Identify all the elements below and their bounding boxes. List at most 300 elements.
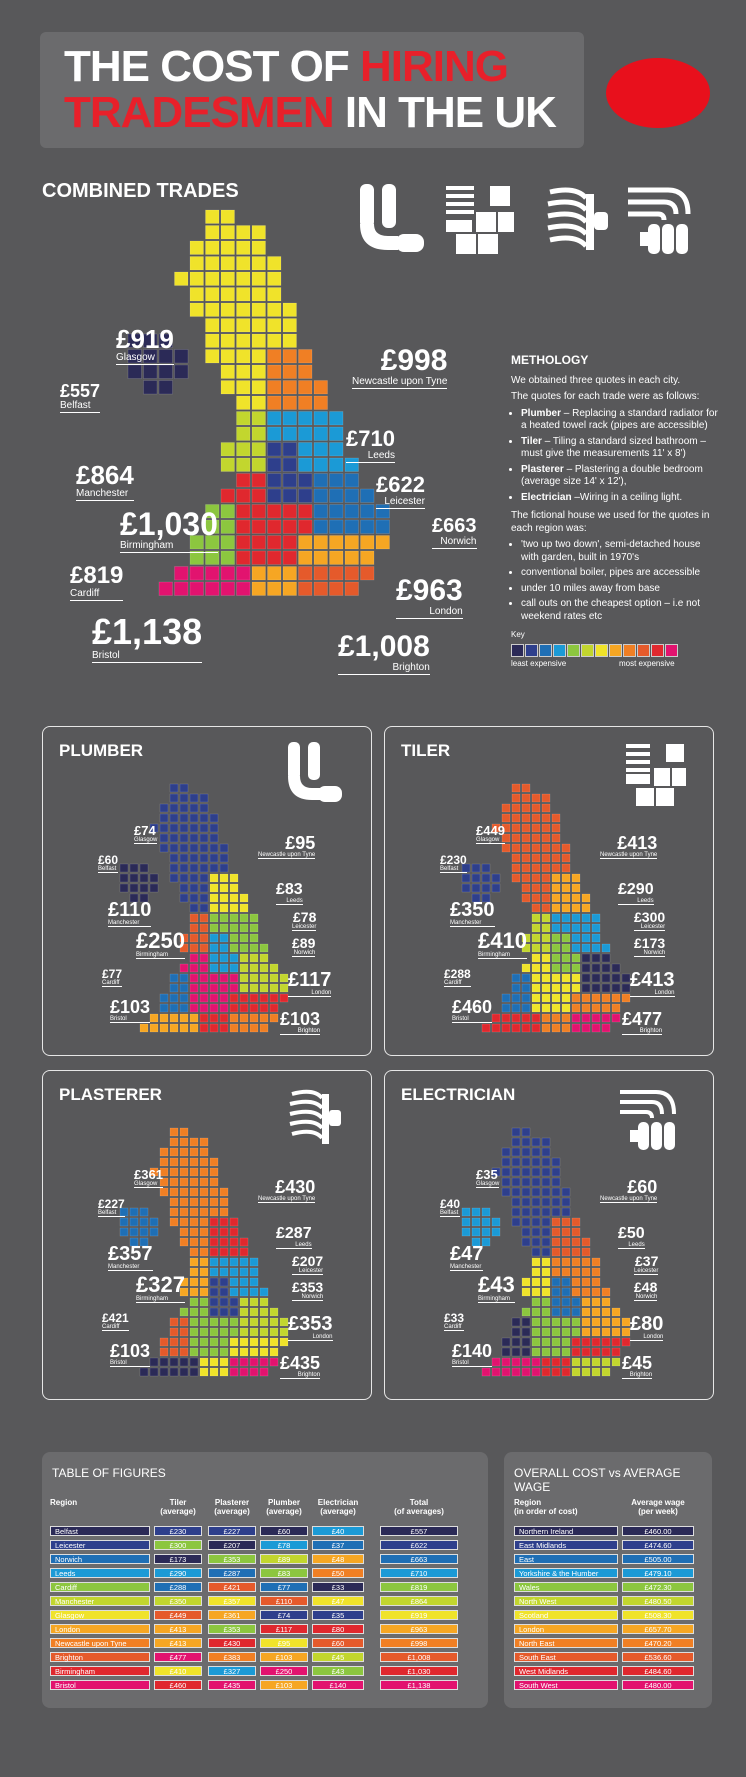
city-name: Cardiff (70, 588, 123, 601)
map-square (512, 804, 520, 812)
price: £410 (478, 928, 527, 953)
table-cell: £230 (154, 1526, 202, 1536)
table-cell: £35 (312, 1610, 364, 1620)
map-square (582, 964, 590, 972)
city-name: Cardiff (444, 1324, 464, 1331)
panel-label-bristol (452, 1342, 492, 1367)
map-square (170, 864, 178, 872)
map-square (230, 1268, 238, 1276)
map-square (120, 1228, 128, 1236)
map-square (522, 884, 530, 892)
map-square (200, 814, 208, 822)
map-square (250, 1278, 258, 1286)
map-square (562, 964, 570, 972)
map-square (180, 1228, 188, 1236)
price: £103 (110, 1341, 151, 1361)
map-square (532, 1298, 540, 1306)
map-square (522, 1328, 530, 1336)
panel-label-newcastle-upon-tyne (258, 834, 315, 859)
map-square (200, 1228, 208, 1236)
map-square (210, 1308, 218, 1316)
map-square (260, 944, 268, 952)
map-square (190, 914, 198, 922)
map-square (472, 1228, 480, 1236)
map-square (542, 1318, 550, 1326)
map-square (532, 1158, 540, 1166)
table-cell: £353 (208, 1624, 256, 1634)
map-square (552, 824, 560, 832)
map-square (270, 1004, 278, 1012)
map-square (532, 994, 540, 1002)
map-square (552, 1024, 560, 1032)
map-square (602, 964, 610, 972)
map-square (482, 1024, 490, 1032)
map-square (592, 1004, 600, 1012)
map-square (572, 954, 580, 962)
map-square (190, 854, 198, 862)
map-square (552, 884, 560, 892)
map-square (522, 854, 530, 862)
price: £140 (452, 1341, 493, 1361)
map-square (522, 1288, 530, 1296)
panel-label-glasgow (134, 1168, 163, 1188)
map-square (532, 1358, 540, 1366)
map-square (592, 1258, 600, 1266)
map-square (542, 1338, 550, 1346)
map-square (220, 1014, 228, 1022)
map-square (602, 954, 610, 962)
map-square (532, 1148, 540, 1156)
price: £919 (116, 324, 174, 354)
map-square (532, 1338, 540, 1346)
price: £103 (280, 1009, 321, 1029)
map-square (120, 1218, 128, 1226)
map-square (270, 1338, 278, 1346)
map-square (260, 1288, 268, 1296)
map-square (240, 1328, 248, 1336)
map-square (522, 1014, 530, 1022)
map-square (562, 1288, 570, 1296)
map-square (200, 1138, 208, 1146)
map-square (230, 1358, 238, 1366)
map-square (542, 1368, 550, 1376)
map-square (210, 924, 218, 932)
city-name: Bristol (110, 1016, 150, 1023)
panel-title: PLASTERER (59, 1085, 162, 1104)
map-square (552, 1348, 560, 1356)
city-name: London (630, 1334, 663, 1341)
table-column-header: Plasterer (average) (214, 1498, 250, 1516)
panel-label-birmingham (478, 1274, 515, 1303)
map-square (200, 1198, 208, 1206)
map-square (190, 834, 198, 842)
panel-label-brighton (622, 1354, 652, 1379)
price: £460 (452, 997, 493, 1017)
map-square (532, 1318, 540, 1326)
map-square (180, 834, 188, 842)
map-square (552, 1358, 560, 1366)
map-square (522, 1208, 530, 1216)
map-square (200, 944, 208, 952)
map-square (200, 1158, 208, 1166)
map-square (512, 794, 520, 802)
map-square (562, 844, 570, 852)
map-square (220, 944, 228, 952)
map-square (200, 914, 208, 922)
map-square (552, 894, 560, 902)
price: £40 (440, 1197, 461, 1211)
price: £50 (618, 1225, 645, 1242)
map-square (512, 844, 520, 852)
map-square (150, 884, 158, 892)
price: £80 (630, 1313, 664, 1335)
table-cell: Bristol (50, 1680, 150, 1690)
table-cell: £33 (312, 1582, 364, 1592)
map-square (190, 1298, 198, 1306)
map-square (270, 1014, 278, 1022)
panel-label-birmingham (136, 930, 185, 959)
map-square (512, 974, 520, 982)
wage-region: South East (514, 1652, 618, 1662)
map-square (562, 854, 570, 862)
map-square (582, 1358, 590, 1366)
map-square (200, 1208, 208, 1216)
map-square (612, 974, 620, 982)
price: £290 (618, 881, 654, 898)
map-square (602, 1338, 610, 1346)
panel-label-bristol (452, 998, 492, 1023)
map-square (240, 1248, 248, 1256)
map-square (180, 974, 188, 982)
map-square (130, 1218, 138, 1226)
map-square (572, 964, 580, 972)
title-white-2: IN THE UK (333, 88, 556, 137)
map-square (230, 1298, 238, 1306)
map-square (190, 1024, 198, 1032)
map-square (270, 1358, 278, 1366)
map-square (270, 1328, 278, 1336)
table-cell: £435 (208, 1680, 256, 1690)
map-square (592, 964, 600, 972)
map-square (210, 1348, 218, 1356)
map-square (602, 1024, 610, 1032)
price: £74 (134, 823, 156, 838)
table-cell: £557 (380, 1526, 458, 1536)
map-square (240, 894, 248, 902)
table-cell: £207 (208, 1540, 256, 1550)
map-square (170, 1318, 178, 1326)
map-square (190, 1338, 198, 1346)
map-square (512, 1148, 520, 1156)
map-square (552, 1014, 560, 1022)
house-item: • 'two up two down', semi-detached house with garden, built in 1970's (521, 539, 721, 564)
map-square (532, 1238, 540, 1246)
map-square (562, 1188, 570, 1196)
panel-label-brighton (622, 1010, 662, 1035)
map-square (532, 934, 540, 942)
wage-value: £508.30 (622, 1610, 694, 1620)
map-square (572, 1228, 580, 1236)
map-square (602, 1308, 610, 1316)
map-square (200, 1178, 208, 1186)
table-cell: £48 (312, 1554, 364, 1564)
map-square (512, 814, 520, 822)
map-square (200, 1318, 208, 1326)
trade-text: –Wiring in a ceiling light. (571, 491, 683, 503)
price: £357 (108, 1243, 153, 1265)
map-square (180, 1218, 188, 1226)
city-name: Glasgow (134, 837, 158, 843)
map-square (512, 1168, 520, 1176)
price: £230 (440, 853, 467, 867)
map-square (542, 1278, 550, 1286)
map-square (190, 1308, 198, 1316)
map-square (512, 784, 520, 792)
price: £361 (134, 1167, 163, 1182)
map-square (260, 1358, 268, 1366)
trade-name: Plumber (521, 407, 562, 419)
map-square (190, 824, 198, 832)
city-name: Norwich (432, 536, 477, 549)
table-of-figures (42, 1452, 488, 1708)
map-square (180, 884, 188, 892)
map-square (562, 994, 570, 1002)
map-square (552, 1338, 560, 1346)
title-white-1: THE COST OF (64, 42, 360, 91)
map-square (180, 1358, 188, 1366)
map-square (472, 1208, 480, 1216)
table-cell: £117 (260, 1624, 308, 1634)
map-square (582, 1024, 590, 1032)
map-square (190, 1208, 198, 1216)
map-square (492, 1358, 500, 1366)
map-square (522, 824, 530, 832)
map-square (230, 1368, 238, 1376)
panel-title: ELECTRICIAN (401, 1085, 516, 1104)
map-square (200, 924, 208, 932)
map-square (602, 1004, 610, 1012)
city-name: Brighton (622, 1372, 652, 1379)
map-square (220, 1328, 228, 1336)
map-square (220, 1248, 228, 1256)
map-square (542, 1308, 550, 1316)
panel-label-belfast (440, 1198, 460, 1217)
map-square (200, 1298, 208, 1306)
map-square (542, 874, 550, 882)
map-square (512, 1218, 520, 1226)
map-square (160, 1148, 168, 1156)
table-cell: £819 (380, 1582, 458, 1592)
map-square (482, 1218, 490, 1226)
map-square (200, 1288, 208, 1296)
map-square (582, 1004, 590, 1012)
house-item: • call outs on the cheapest option – i.e not weekend rates etc (521, 598, 721, 623)
table-cell: Belfast (50, 1526, 150, 1536)
panel-label-birmingham (136, 1274, 185, 1303)
map-square (200, 1004, 208, 1012)
map-square (502, 1338, 510, 1346)
map-square (592, 914, 600, 922)
map-square (180, 1178, 188, 1186)
map-square (210, 874, 218, 882)
map-square (220, 1318, 228, 1326)
panel-label-belfast (98, 1198, 125, 1217)
map-square (170, 1024, 178, 1032)
map-square (220, 1228, 228, 1236)
map-square (542, 1248, 550, 1256)
map-square (180, 804, 188, 812)
city-name: Manchester (108, 920, 151, 927)
table-column-header: Electrician (average) (317, 1498, 359, 1516)
map-square (210, 1358, 218, 1366)
city-name: Leeds (346, 450, 395, 463)
map-square (492, 874, 500, 882)
map-square (482, 864, 490, 872)
map-square (210, 934, 218, 942)
map-square (190, 1138, 198, 1146)
map-square (592, 954, 600, 962)
map-square (552, 924, 560, 932)
map-square (552, 1004, 560, 1012)
map-square (260, 1338, 268, 1346)
map-square (602, 974, 610, 982)
map-square (532, 864, 540, 872)
map-square (200, 1368, 208, 1376)
map-square (220, 1188, 228, 1196)
map-square (502, 994, 510, 1002)
map-square (240, 994, 248, 1002)
map-square (170, 854, 178, 862)
map-square (542, 994, 550, 1002)
map-square (230, 914, 238, 922)
map-square (552, 1258, 560, 1266)
map-square (190, 1148, 198, 1156)
city-name: Belfast (440, 866, 467, 873)
methodology-heading: METHOLOGY (511, 353, 589, 367)
panel-label-manchester (108, 1244, 153, 1271)
map-square (180, 1368, 188, 1376)
map-square (130, 1208, 138, 1216)
map-square (542, 904, 550, 912)
wage-title: OVERALL COST vs AVERAGE WAGE (514, 1466, 681, 1494)
map-square (140, 864, 148, 872)
map-square (250, 984, 258, 992)
map-square (170, 1138, 178, 1146)
table-cell: £449 (154, 1610, 202, 1620)
house-item: • conventional boiler, pipes are accessible (521, 567, 721, 580)
city-name: Leicester (634, 924, 665, 931)
map-square (562, 1218, 570, 1226)
map-square (562, 894, 570, 902)
map-square (582, 1288, 590, 1296)
table-cell: £1,030 (380, 1666, 458, 1676)
map-square (592, 1328, 600, 1336)
map-square (582, 1014, 590, 1022)
table-cell: £227 (208, 1526, 256, 1536)
map-square (462, 1208, 470, 1216)
map-square (542, 1208, 550, 1216)
map-square (602, 1298, 610, 1306)
wage-value: £484.60 (622, 1666, 694, 1676)
map-square (190, 994, 198, 1002)
map-square (542, 1348, 550, 1356)
map-square (552, 954, 560, 962)
table-cell: £43 (312, 1666, 364, 1676)
map-square (170, 1168, 178, 1176)
map-square (170, 974, 178, 982)
map-square (270, 984, 278, 992)
map-square (572, 1348, 580, 1356)
map-square (502, 1004, 510, 1012)
map-square (542, 1004, 550, 1012)
map-square (250, 1288, 258, 1296)
map-square (522, 1228, 530, 1236)
city-name: Belfast (98, 1210, 125, 1217)
map-square (230, 1238, 238, 1246)
map-square (220, 1348, 228, 1356)
map-square (200, 964, 208, 972)
panel-label-leicester (634, 1254, 658, 1275)
city-name: Cardiff (102, 980, 122, 987)
map-square (522, 894, 530, 902)
map-square (512, 1024, 520, 1032)
city-name: Glasgow (116, 352, 174, 365)
city-name: Leicester (292, 1268, 323, 1275)
map-square (280, 1328, 288, 1336)
map-square (200, 854, 208, 862)
map-square (552, 1208, 560, 1216)
map-square (170, 984, 178, 992)
map-square (612, 994, 620, 1002)
wage-region: Northern Ireland (514, 1526, 618, 1536)
map-square (150, 1228, 158, 1236)
map-square (542, 914, 550, 922)
map-square (230, 1308, 238, 1316)
map-square (602, 994, 610, 1002)
table-cell: £173 (154, 1554, 202, 1564)
map-square (462, 884, 470, 892)
map-square (160, 1338, 168, 1346)
map-square (180, 784, 188, 792)
map-square (230, 994, 238, 1002)
panel-label-bristol (110, 998, 150, 1023)
city-name: Newcastle upon Tyne (352, 376, 448, 387)
map-square (190, 804, 198, 812)
map-square (542, 1138, 550, 1146)
map-square (462, 1218, 470, 1226)
map-square (552, 1308, 560, 1316)
city-name: Leicester (634, 1268, 659, 1274)
table-cell: £327 (208, 1666, 256, 1676)
price: £287 (276, 1225, 312, 1242)
panel-label-norwich (292, 936, 315, 957)
city-name: Leeds (276, 1242, 312, 1249)
map-square (602, 1348, 610, 1356)
map-square (210, 1248, 218, 1256)
map-square (210, 1208, 218, 1216)
map-square (532, 1168, 540, 1176)
price: £353 (292, 1279, 324, 1295)
map-square (552, 994, 560, 1002)
map-square (582, 1268, 590, 1276)
map-square (612, 1318, 620, 1326)
map-square (210, 1328, 218, 1336)
map-square (180, 1348, 188, 1356)
map-square (230, 984, 238, 992)
map-square (562, 874, 570, 882)
wage-value: £536.60 (622, 1652, 694, 1662)
map-square (532, 874, 540, 882)
